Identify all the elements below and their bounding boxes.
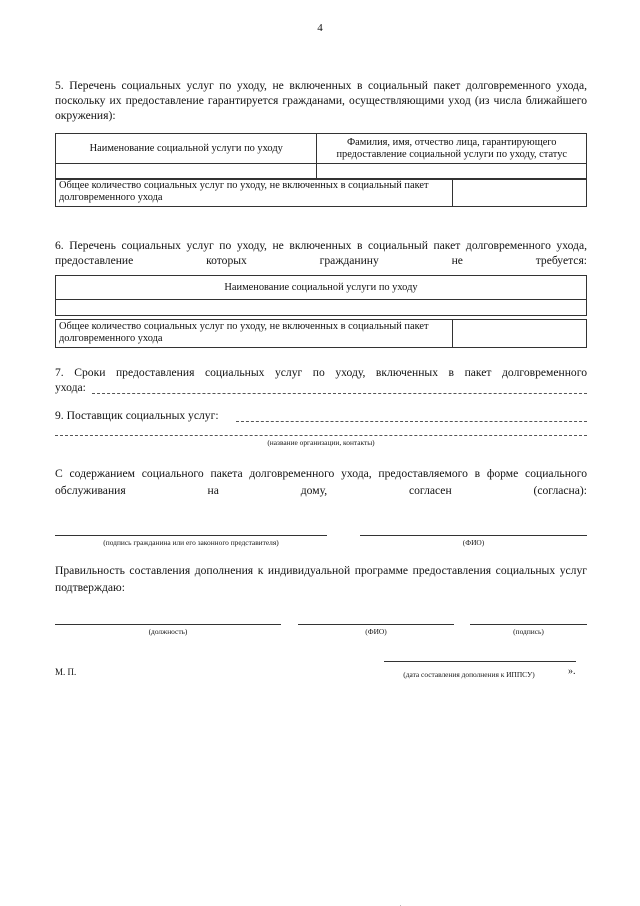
section-5-col2-header: Фамилия, имя, отчество лица, гарантирующего предоставление социальной услуги по уходу, статус — [317, 134, 587, 164]
citizen-fio-caption: (ФИО) — [462, 538, 485, 547]
confirm-text: Правильность составления дополнения к индивидуальной программе предоставления социальных услуг подтверждаю: — [55, 564, 587, 594]
section-5-text: 5. Перечень социальных услуг по уходу, не включенных в социальный пакет долговременного ухода, поскольку их предоставление гарантируется гражданами, осуществляющими уход (из числа ближайшего окружения): — [55, 79, 587, 122]
section-6-total-table — [55, 319, 587, 348]
section-9-input-line-2[interactable] — [55, 435, 587, 436]
section-5-table — [55, 133, 587, 180]
section-6-table — [55, 275, 587, 316]
section-7-input-line[interactable] — [92, 393, 587, 394]
citizen-fio-line[interactable] — [360, 535, 587, 536]
page-number: 4 — [317, 22, 323, 34]
section-6-total-label: Общее количество социальных услуг по уходу, не включенных в социальный пакет долговременного ухода — [56, 320, 453, 348]
section-6-col-header: Наименование социальной услуги по уходу — [56, 276, 587, 300]
stamp-place-label: М. П. — [55, 667, 77, 677]
official-fio-caption: (ФИО) — [365, 627, 387, 636]
section-7-text-line1: 7. Сроки предоставления социальных услуг по уходу, включенных в пакет долговременного — [55, 366, 587, 379]
section-5-total-value[interactable] — [453, 179, 587, 207]
position-caption: (должность) — [148, 627, 188, 636]
official-fio-line[interactable] — [298, 624, 454, 625]
official-signature-caption: (подпись) — [513, 627, 544, 636]
position-line[interactable] — [55, 624, 281, 625]
section-6-empty-cell[interactable] — [56, 300, 587, 316]
section-9-caption: (название организации, контакты) — [267, 438, 375, 447]
date-quote-mark: ». — [568, 666, 576, 677]
citizen-signature-line[interactable] — [55, 535, 327, 536]
section-6-total-value[interactable] — [453, 320, 587, 348]
official-signature-line[interactable] — [470, 624, 587, 625]
section-9-label: 9. Поставщик социальных услуг: — [55, 409, 219, 422]
section-9-input-line[interactable] — [236, 421, 587, 422]
date-caption: (дата составления дополнения к ИППСУ) — [403, 670, 535, 679]
section-5-total-table — [55, 178, 587, 207]
section-5-total-label: Общее количество социальных услуг по уходу, не включенных в социальный пакет долговременного ухода — [56, 179, 453, 207]
section-6-text: 6. Перечень социальных услуг по уходу, не включенных в социальный пакет долговременного ухода, предоставление которых гражданину не требуется: — [55, 239, 587, 267]
section-7-text-line2: ухода: — [55, 381, 86, 394]
section-5-col1-header: Наименование социальной услуги по уходу — [56, 134, 317, 164]
citizen-signature-caption: (подпись гражданина или его законного представителя) — [103, 538, 279, 547]
date-line[interactable] — [384, 661, 576, 662]
consent-text: С содержанием социального пакета долговременного ухода, предоставляемого в форме социального обслуживания на дому, согласен (согласна): — [55, 467, 587, 497]
